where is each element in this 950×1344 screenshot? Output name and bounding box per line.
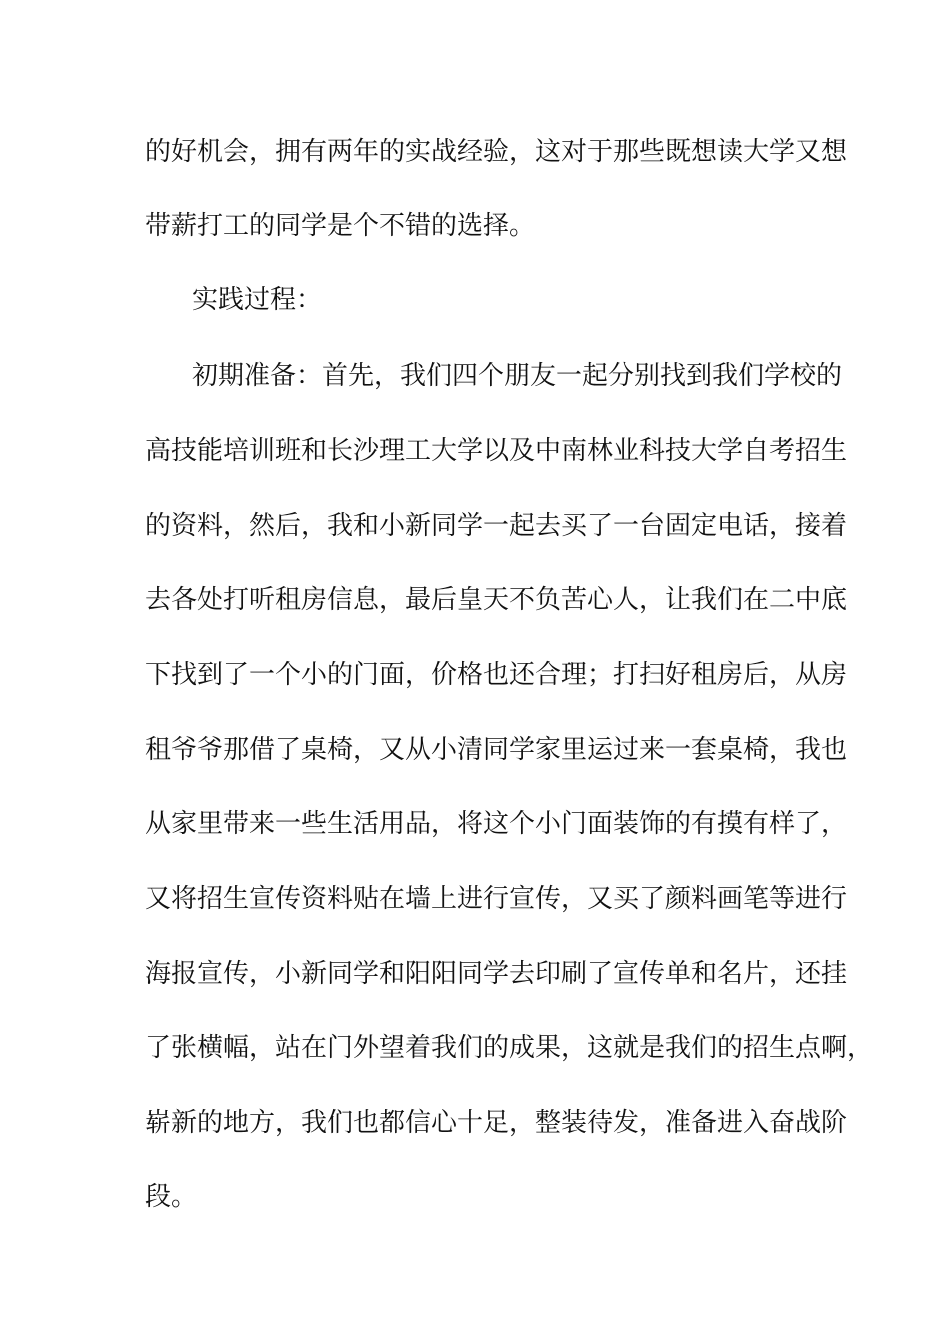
paragraph-line: 又将招生宣传资料贴在墙上进行宣传，又买了颜料画笔等进行 <box>145 884 848 914</box>
paragraph-line: 去各处打听租房信息，最后皇天不负苦心人，让我们在二中底 <box>145 585 848 615</box>
paragraph-line: 从家里带来一些生活用品，将这个小门面装饰的有摸有样了， <box>145 809 848 839</box>
paragraph-line: 段。 <box>145 1182 198 1212</box>
paragraph-line: 下找到了一个小的门面，价格也还合理；打扫好租房后，从房 <box>145 660 848 690</box>
paragraph-line: 海报宣传，小新同学和阳阳同学去印刷了宣传单和名片，还挂 <box>145 959 848 989</box>
paragraph-line: 的资料，然后，我和小新同学一起去买了一台固定电话，接着 <box>145 511 848 541</box>
section-heading: 实践过程： <box>192 285 323 315</box>
paragraph-line: 崭新的地方，我们也都信心十足，整装待发，准备进入奋战阶 <box>145 1108 848 1138</box>
paragraph-line: 带薪打工的同学是个不错的选择。 <box>145 211 536 241</box>
paragraph-line: 高技能培训班和长沙理工大学以及中南林业科技大学自考招生 <box>145 436 848 466</box>
paragraph-line: 了张横幅，站在门外望着我们的成果，这就是我们的招生点啊， <box>145 1033 874 1063</box>
paragraph-line: 的好机会，拥有两年的实战经验，这对于那些既想读大学又想 <box>145 137 848 167</box>
paragraph-line: 租爷爷那借了桌椅，又从小清同学家里运过来一套桌椅，我也 <box>145 735 848 765</box>
paragraph-line: 初期准备：首先，我们四个朋友一起分别找到我们学校的 <box>192 361 843 391</box>
